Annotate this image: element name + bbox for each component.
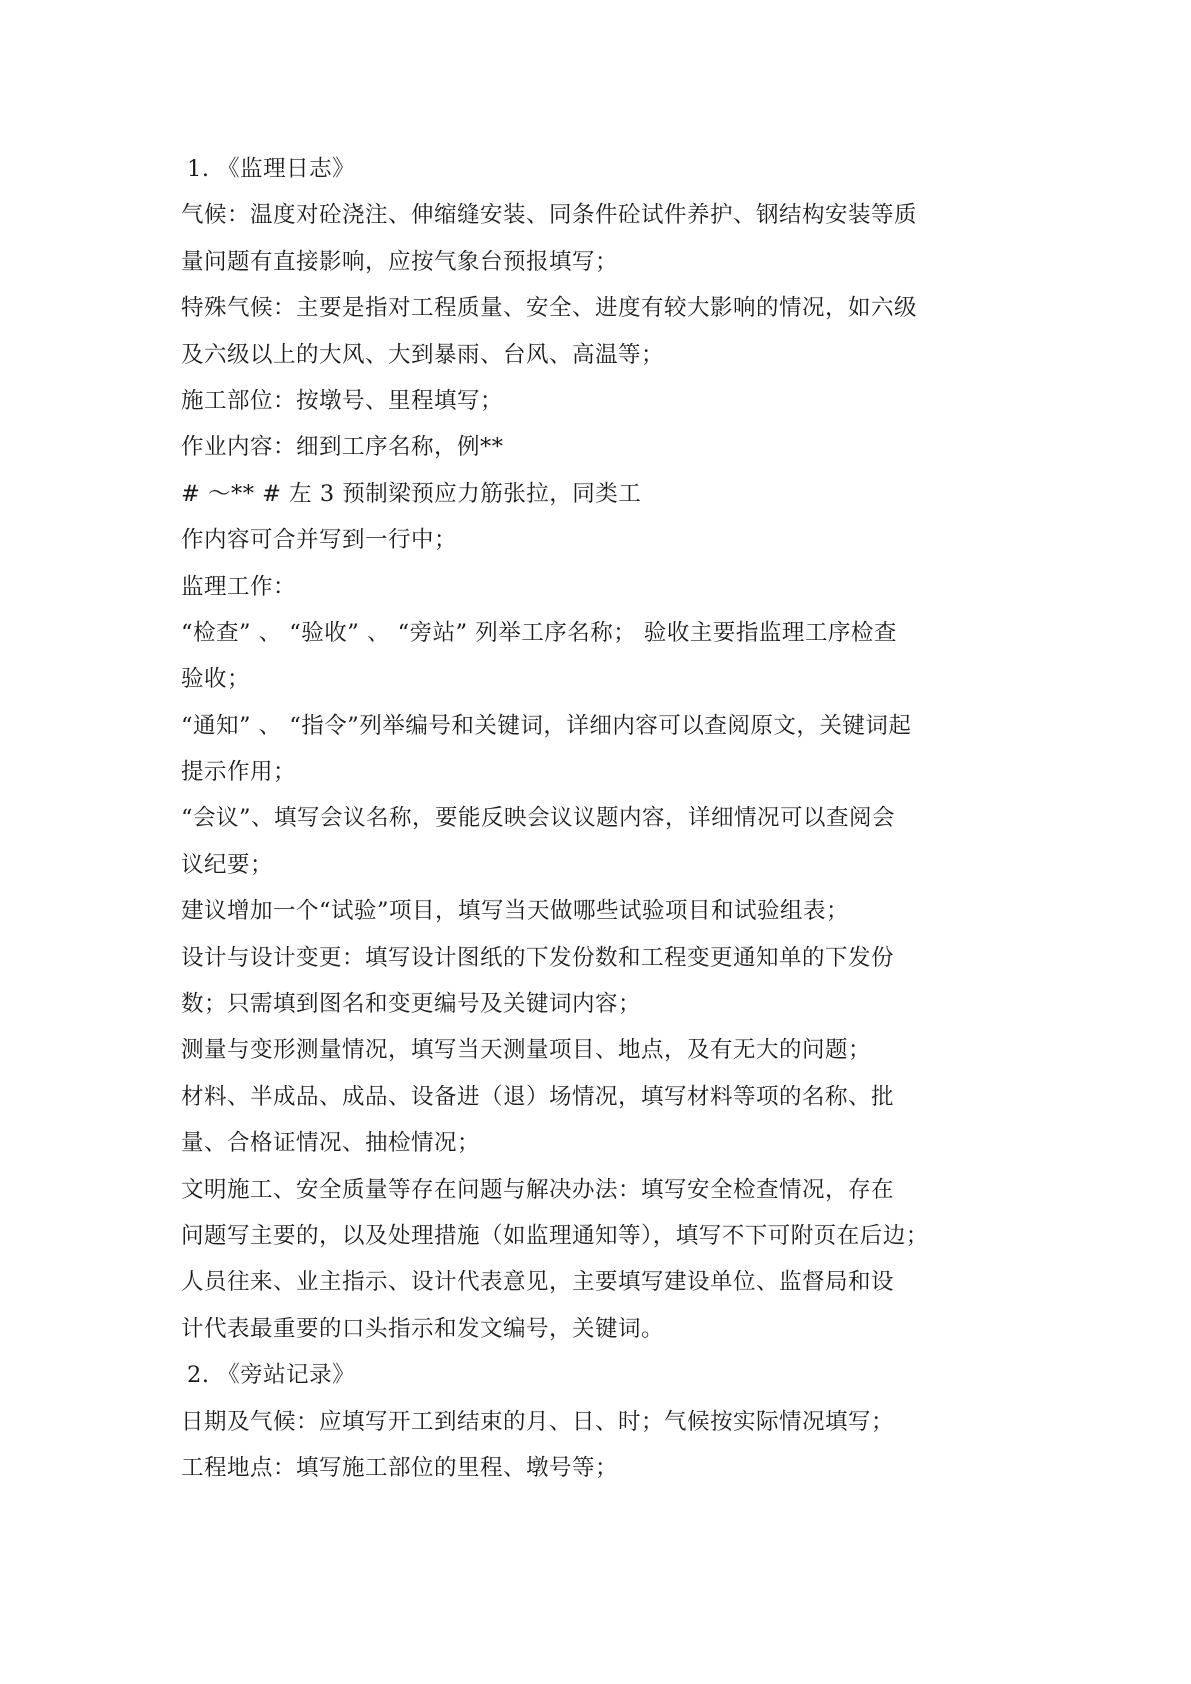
paragraph-line: 测量与变形测量情况，填写当天测量项目、地点，及有无大的问题； [181, 1037, 872, 1064]
paragraph-line: 特殊气候：主要是指对工程质量、安全、进度有较大影响的情况，如六级 [181, 295, 918, 322]
paragraph-line: 施工部位：按墩号、里程填写； [181, 387, 504, 414]
paragraph-line: 监理工作： [181, 573, 297, 600]
paragraph-line: 日期及气候：应填写开工到结束的月、日、时；气候按实际情况填写； [181, 1408, 895, 1435]
paragraph-line: “会议”、填写会议名称，要能反映会议议题内容，详细情况可以查阅会 [181, 805, 896, 832]
section-heading-onsite-record: 2. 《旁站记录》 [187, 1362, 356, 1389]
paragraph-line: 作内容可合并写到一行中； [181, 527, 458, 554]
paragraph-line: 问题写主要的，以及处理措施（如监理通知等），填写不下可附页在后边； [181, 1222, 929, 1249]
paragraph-line: “检查” 、 “验收” 、 “旁站” 列举工序名称； 验收主要指监理工序检查 [181, 619, 897, 646]
paragraph-line: “通知” 、 “指令”列举编号和关键词，详细内容可以查阅原文，关键词起 [181, 712, 912, 739]
paragraph-line: 建议增加一个“试验”项目，填写当天做哪些试验项目和试验组表； [181, 898, 850, 925]
paragraph-line: 设计与设计变更：填写设计图纸的下发份数和工程变更通知单的下发份 [181, 944, 895, 971]
paragraph-line: 文明施工、安全质量等存在问题与解决办法：填写安全检查情况，存在 [181, 1176, 895, 1203]
paragraph-line: 人员往来、业主指示、设计代表意见，主要填写建设单位、监督局和设 [181, 1269, 895, 1296]
paragraph-line: 工程地点：填写施工部位的里程、墩号等； [181, 1454, 619, 1481]
paragraph-line: # ～** # 左 3 预制梁预应力筋张拉，同类工 [181, 480, 642, 507]
paragraph-line: 量问题有直接影响，应按气象台预报填写； [181, 248, 619, 275]
paragraph-line: 计代表最重要的口头指示和发文编号，关键词。 [181, 1315, 665, 1342]
paragraph-line: 材料、半成品、成品、设备进（退）场情况，填写材料等项的名称、批 [181, 1083, 895, 1110]
paragraph-line: 气候：温度对砼浇注、伸缩缝安装、同条件砼试件养护、钢结构安装等质 [181, 202, 918, 229]
document-body [181, 146, 1041, 1491]
section-heading-supervision-log: 1. 《监理日志》 [187, 156, 356, 182]
paragraph-line: 数；只需填到图名和变更编号及关键词内容； [181, 991, 642, 1018]
paragraph-line: 量、合格证情况、抽检情况； [181, 1130, 481, 1157]
paragraph-line: 作业内容：细到工序名称，例** [181, 434, 504, 461]
paragraph-line: 及六级以上的大风、大到暴雨、台风、高温等； [181, 341, 665, 368]
paragraph-line: 议纪要； [181, 851, 274, 878]
paragraph-line: 验收； [181, 666, 251, 693]
paragraph-line: 提示作用； [181, 759, 297, 786]
